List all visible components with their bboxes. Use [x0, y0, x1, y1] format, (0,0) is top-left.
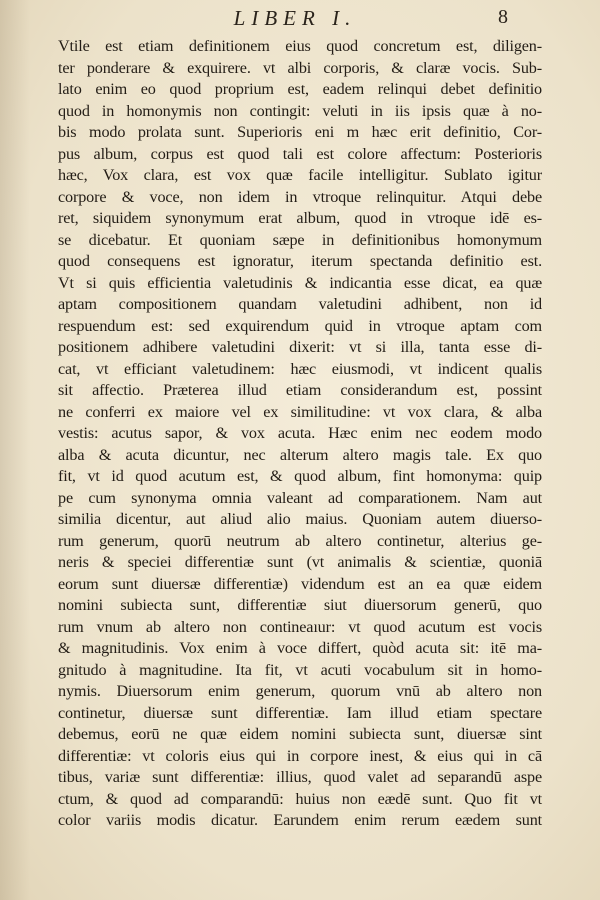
text-line: fit, vt id quod acutum est, & quod album, fint homonyma: quip	[58, 467, 542, 485]
text-line: neris & speciei differentiæ sunt (vt animalis & scientiæ, quoniā	[58, 553, 542, 571]
text-line: gnitudo à magnitudine. Ita fit, vt acuti vocabulum sit in homo-	[58, 660, 542, 679]
text-line: ret, siquidem synonymum erat album, quod in vtroque idē es-	[58, 209, 542, 227]
text-line: nomini subiecta sunt, differentiæ siut diuersorum generū, quo	[58, 596, 542, 614]
text-line: alba & acuta dicuntur, nec alterum altero magis tale. Ex quo	[58, 445, 542, 464]
body-text	[58, 36, 542, 832]
text-line: pus album, corpus est quod tali est colore affectum: Posterioris	[58, 144, 542, 163]
text-line: quod in homonymis non contingit: veluti in iis ipsis quæ à no-	[58, 101, 542, 120]
text-line: quod consequens est ignoratur, iterum spectanda definitio est.	[58, 252, 542, 270]
text-line: respuendum est: sed exquirendum quid in vtroque aptam com	[58, 316, 542, 335]
text-line: continetur, diuersæ sunt differentiæ. Iam illud etiam spectare	[58, 703, 542, 722]
text-line: nymis. Diuersorum enim generum, quorum vnū ab altero non	[58, 682, 542, 700]
text-line: se dicebatur. Et quoniam sæpe in definitionibus homonymum	[58, 230, 542, 249]
text-line: ne conferri ex maiore vel ex similitudine: vt vox clara, & alba	[58, 402, 542, 421]
text-line: debemus, eorū ne quæ eidem nomini subiecta sunt, diuersæ sint	[58, 725, 542, 743]
text-line: ter ponderare & exquirere. vt albi corporis, & claræ vocis. Sub-	[58, 58, 542, 77]
text-line: rum vnum ab altero non contineaıur: vt quod acutum est vocis	[58, 617, 542, 636]
text-line: aptam compositionem quandam valetudini adhibent, non id	[58, 295, 542, 313]
text-line: ctum, & quod ad comparandū: huius non eædē sunt. Quo fit vt	[58, 789, 542, 808]
text-line: bis modo prolata sunt. Superioris eni m hæc erit definitio, Cor-	[58, 123, 542, 141]
text-line: color variis modis dicatur. Earundem enim rerum eædem sunt	[58, 811, 542, 829]
page-number: 8	[498, 6, 508, 28]
text-line: hæc, Vox clara, est vox quæ facile intelligitur. Sublato igitur	[58, 166, 542, 184]
text-line: similia dicentur, aut aliud alio maius. Quoniam autem diuerso-	[58, 510, 542, 528]
text-line: differentiæ: vt coloris eius qui in corpore inest, & eius qui in cā	[58, 746, 542, 765]
text-line: Vtile est etiam definitionem eius quod concretum est, diligen-	[58, 37, 542, 55]
text-line: lato enim eo quod proprium est, eadem relinqui debet definitio	[58, 80, 542, 98]
gutter-shadow	[0, 0, 30, 900]
text-line: eorum sunt diuersæ differentiæ) videndum est an ea quæ eidem	[58, 574, 542, 593]
text-line: tibus, variæ sunt differentiæ: illius, quod valet ad separandū aspe	[58, 768, 542, 786]
text-line: vestis: acutus sapor, & vox acuta. Hæc enim nec eodem modo	[58, 424, 542, 442]
text-line: sit affectio. Præterea illud etiam considerandum est, possint	[58, 381, 542, 399]
text-line: rum generum, quorū neutrum ab altero continetur, alterius ge-	[58, 531, 542, 550]
text-line: positionem adhibere valetudini dixerit: vt si illa, tanta esse di-	[58, 338, 542, 356]
text-line: cat, vt efficiant valetudinem: hæc eiusmodi, vt indicent qualis	[58, 359, 542, 378]
text-line: Vt si quis efficientia valetudinis & indicantia esse dicat, ea quæ	[58, 273, 542, 292]
running-head: LIBER I.	[233, 6, 357, 30]
text-line: corpore & voce, non idem in vtroque relinquitur. Atqui debe	[58, 187, 542, 206]
text-line: & magnitudinis. Vox enim à voce differt, quòd acuta sit: itē ma-	[58, 639, 542, 657]
text-line: pe cum synonyma omnia valeant ad comparationem. Nam aut	[58, 488, 542, 507]
